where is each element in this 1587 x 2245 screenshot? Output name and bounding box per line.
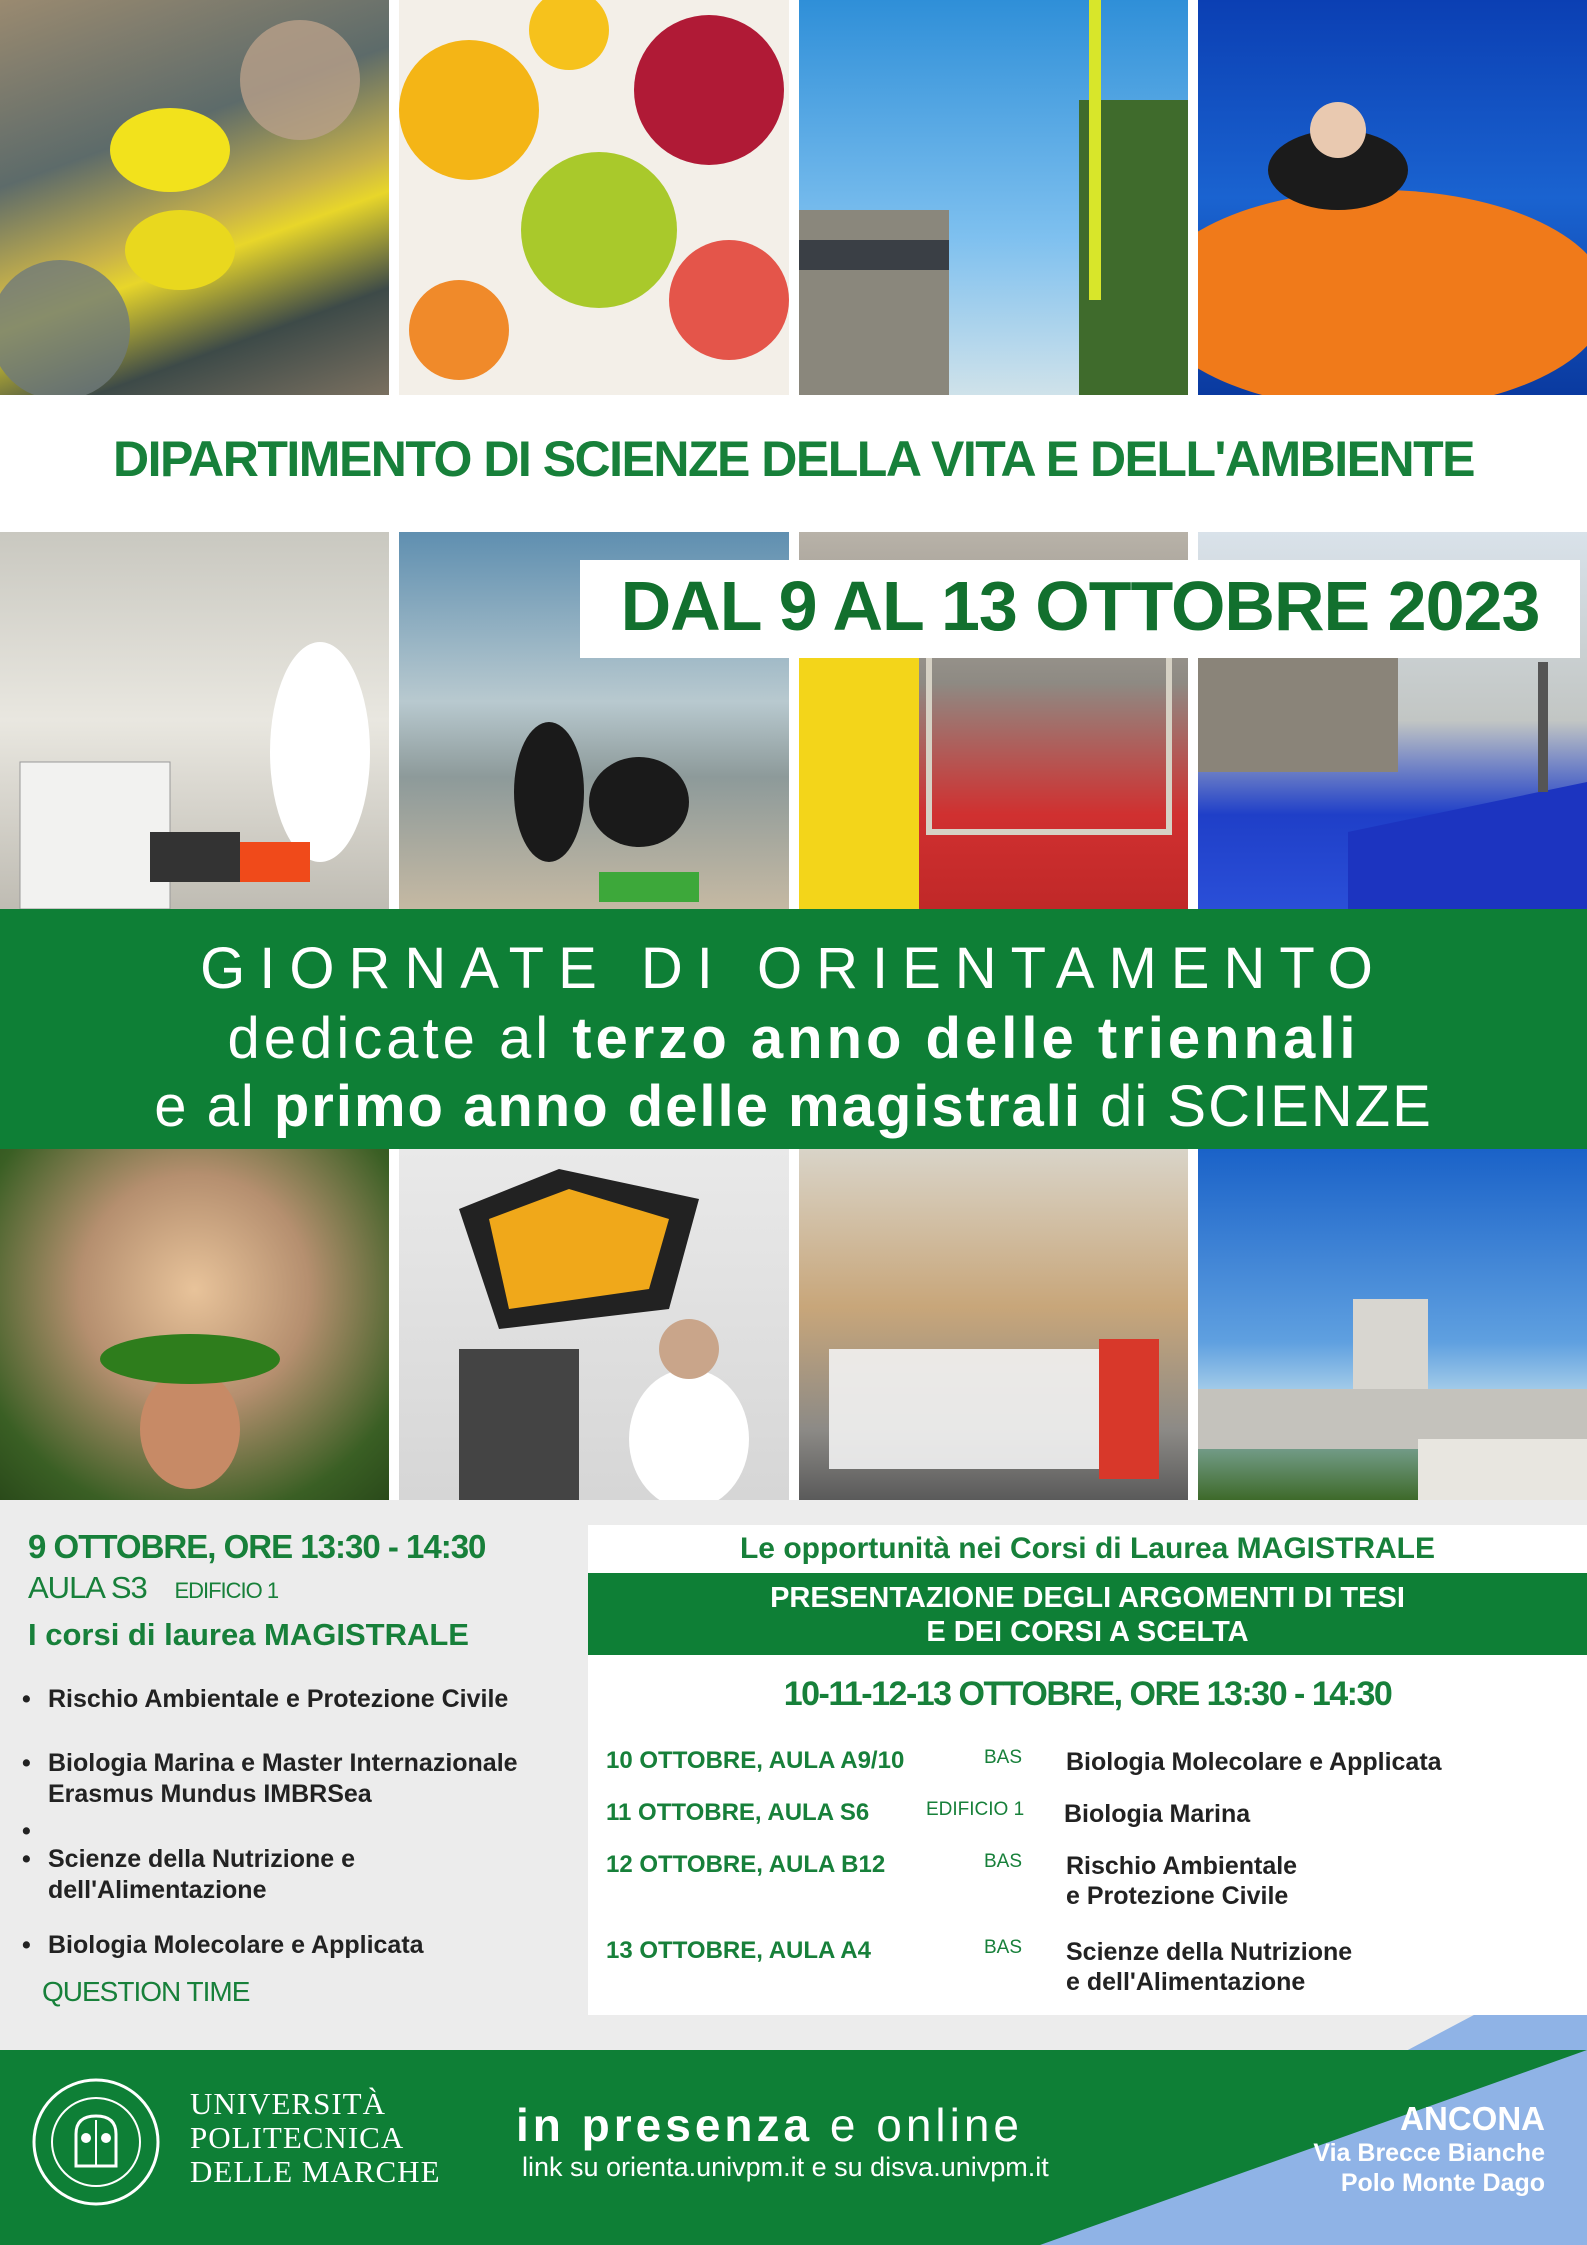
magistrale-heading: Le opportunità nei Corsi di Laurea MAGISTRALE	[739, 1532, 1436, 1565]
left-room-name: AULA S3	[28, 1570, 147, 1605]
schedule-place: BAS	[984, 1747, 1023, 1768]
schedule-dates: 10-11-12-13 OTTOBRE, ORE 13:30 - 14:30	[783, 1675, 1392, 1713]
presentation-heading	[588, 1573, 1587, 1655]
schedule-when: 12 OTTOBRE, AULA B12	[606, 1851, 886, 1878]
banner-line-3: e al primo anno delle magistrali di SCIENZE	[154, 1074, 1433, 1139]
tower-illustration	[1198, 1149, 1587, 1500]
address-line-2: Polo Monte Dago	[1340, 2169, 1545, 2197]
photo-campus-tower	[1198, 1149, 1587, 1500]
schedule-when: 13 OTTOBRE, AULA A4	[606, 1937, 871, 1964]
magistrale-panel	[588, 1525, 1587, 2015]
fish-illustration	[0, 0, 389, 395]
lab-illustration	[0, 532, 389, 909]
list-item: • Scienze della Nutrizione e dell'Alimentazione	[22, 1844, 355, 1906]
photo-juices-fruit	[399, 0, 789, 395]
photo-lab-instrument	[399, 1149, 789, 1500]
photo-graduate-laurel	[0, 1149, 389, 1500]
left-date: 9 OTTOBRE, ORE 13:30 - 14:30	[28, 1528, 486, 1565]
address-line-1: Via Brecce Bianche	[1313, 2139, 1545, 2167]
university-seal-icon	[30, 2076, 162, 2208]
schedule-course: Biologia Molecolare e Applicata	[1066, 1748, 1442, 1776]
attendance-mode: in presenza e online	[516, 2099, 1024, 2151]
graduate-illustration	[0, 1149, 389, 1500]
schedule-course: Scienze della Nutrizione e dell'Alimentazione	[1066, 1938, 1353, 1996]
left-building: EDIFICIO 1	[174, 1578, 279, 1603]
photo-lab-researcher	[0, 532, 389, 909]
list-item: • Biologia Marina e Master Internazionale Erasmus Mundus IMBRSea	[22, 1748, 518, 1810]
university-name-2: POLITECNICA	[190, 2120, 405, 2155]
city: ANCONA	[1400, 2100, 1545, 2137]
photo-building-flag	[799, 0, 1188, 395]
orientation-banner	[0, 909, 1587, 1149]
university-name-3: DELLE MARCHE	[190, 2154, 441, 2189]
info-link[interactable]: link su orienta.univpm.it e su disva.univpm.it	[522, 2152, 1049, 2182]
juices-illustration	[399, 0, 789, 395]
schedule-place: EDIFICIO 1	[926, 1799, 1025, 1820]
presentation-line-2: E DEI CORSI A SCELTA	[926, 1616, 1249, 1648]
left-heading: I corsi di laurea MAGISTRALE	[28, 1617, 469, 1652]
schedule-when: 11 OTTOBRE, AULA S6	[606, 1799, 870, 1826]
event-dates: DAL 9 AL 13 OTTOBRE 2023	[620, 567, 1540, 645]
instrument-illustration	[399, 1149, 789, 1500]
question-time: QUESTION TIME	[42, 1976, 250, 2007]
photo-industrial-group	[799, 1149, 1188, 1500]
department-title: DIPARTIMENTO DI SCIENZE DELLA VITA E DELL'AMBIENTE	[113, 431, 1474, 487]
schedule-place: BAS	[984, 1937, 1023, 1958]
diver-illustration	[1198, 0, 1587, 395]
group-illustration	[799, 1149, 1188, 1500]
schedule-place: BAS	[984, 1851, 1023, 1872]
list-item: • Biologia Molecolare e Applicata	[22, 1930, 424, 1961]
university-name-1: UNIVERSITÀ	[190, 2086, 386, 2121]
photo-diver-coral	[1198, 0, 1587, 395]
left-room	[28, 1570, 278, 1606]
photo-coral-fish	[0, 0, 389, 395]
presentation-line-1: PRESENTAZIONE DEGLI ARGOMENTI DI TESI	[770, 1582, 1405, 1614]
list-item: • Rischio Ambientale e Protezione Civile	[22, 1684, 508, 1715]
schedule-when: 10 OTTOBRE, AULA A9/10	[606, 1747, 905, 1774]
schedule-course: Biologia Marina	[1064, 1800, 1251, 1828]
banner-line-2: dedicate al terzo anno delle triennali	[227, 1006, 1360, 1071]
building-illustration	[799, 0, 1188, 395]
banner-line-1: GIORNATE DI ORIENTAMENTO	[200, 936, 1387, 1001]
schedule-course: Rischio Ambientale e Protezione Civile	[1066, 1852, 1298, 1910]
